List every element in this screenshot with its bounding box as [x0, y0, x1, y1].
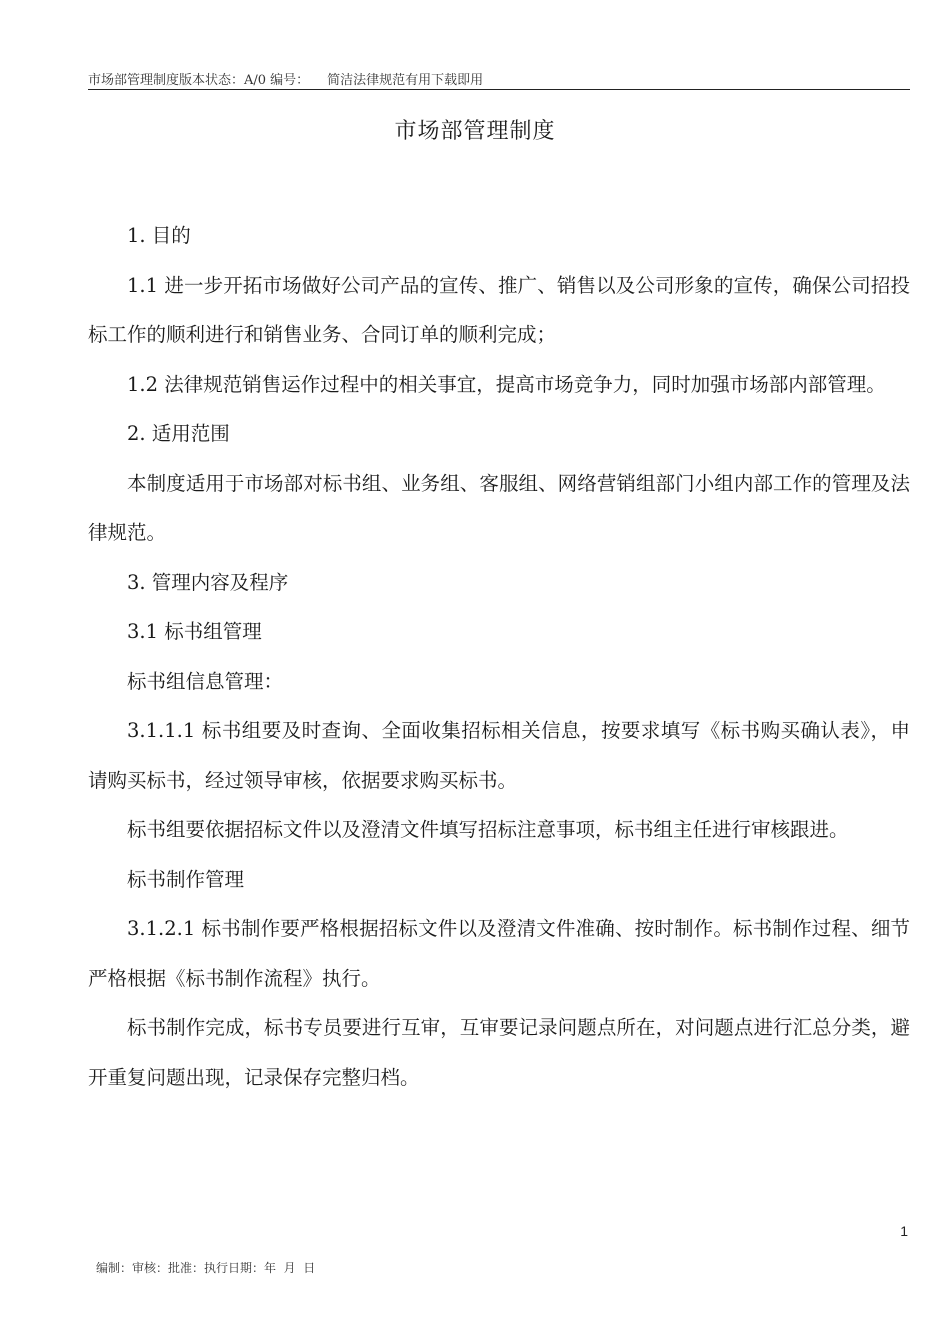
- paragraph-scope: 本制度适用于市场部对标书组、业务组、客服组、网络营销组部门小组内部工作的管理及法律规范。: [88, 471, 910, 544]
- subsection-heading-3-1: 3.1 标书组管理: [127, 620, 262, 643]
- paragraph-3-1-1-1: 3.1.1.1 标书组要及时查询、全面收集招标相关信息，按要求填写《标书购买确认表》，申请购买标书，经过领导审核，依据要求购买标书。: [88, 719, 910, 792]
- document-body: [88, 211, 910, 1102]
- paragraph-3-1-2-1: 3.1.2.1 标书制作要严格根据招标文件以及澄清文件准确、按时制作。标书制作过程、细节严格根据《标书制作流程》执行。: [88, 917, 910, 990]
- paragraph-1-2: 1.2 法律规范销售运作过程中的相关事宜，提高市场竞争力，同时加强市场部内部管理。: [127, 372, 886, 396]
- paragraph-bid-notes: 标书组要依据招标文件以及澄清文件填写招标注意事项，标书组主任进行审核跟进。: [127, 818, 849, 841]
- paragraph-peer-review: 标书制作完成，标书专员要进行互审，互审要记录问题点所在，对问题点进行汇总分类，避开重复问题出现，记录保存完整归档。: [88, 1016, 910, 1089]
- subheading-bid-production: 标书制作管理: [127, 867, 245, 891]
- section-heading-management: 3. 管理内容及程序: [127, 570, 289, 594]
- header-note: 简洁法律规范有用下载即用: [327, 73, 484, 88]
- header-version-label: 市场部管理制度版本状态：A/0 编号：: [88, 73, 310, 88]
- subheading-info-management: 标书组信息管理：: [127, 669, 284, 693]
- page-number: 1: [900, 1223, 908, 1239]
- page-header: [88, 69, 910, 90]
- document-title: 市场部管理制度: [394, 119, 556, 144]
- paragraph-1-1: 1.1 进一步开拓市场做好公司产品的宣传、推广、销售以及公司形象的宣传，确保公司招投标工作的顺利进行和销售业务、合同订单的顺利完成；: [88, 273, 910, 346]
- section-heading-scope: 2. 适用范围: [127, 422, 230, 445]
- page-footer: 编制：审核：批准：执行日期：年 月 日: [96, 1261, 316, 1275]
- section-heading-purpose: 1. 目的: [127, 224, 191, 247]
